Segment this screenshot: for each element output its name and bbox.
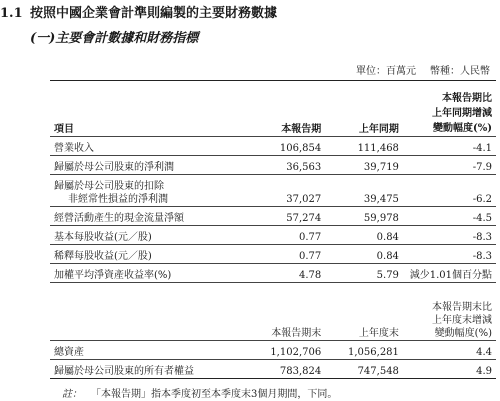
current-value: 37,027 — [244, 175, 326, 207]
financial-data-table — [50, 80, 496, 379]
current-value: 783,824 — [244, 360, 326, 379]
table-row — [50, 156, 496, 175]
prior-value: 0.84 — [325, 226, 403, 245]
table-row — [50, 341, 496, 360]
prior-value: 39,475 — [325, 175, 403, 207]
unit-note — [342, 62, 490, 77]
table-row — [50, 226, 496, 245]
section-title: 按照中國企業會計準則編製的主要財務數據 — [30, 6, 278, 21]
table-row — [50, 264, 496, 283]
row-label: 歸屬於母公司股東的所有者權益 — [50, 360, 244, 379]
table-row — [50, 137, 496, 156]
current-value: 106,854 — [244, 137, 326, 156]
header-prior-year-end: 上年度末 — [325, 283, 403, 341]
prior-value: 1,056,281 — [325, 341, 403, 360]
current-value: 57,274 — [244, 207, 326, 226]
currency-label: 幣種：人民幣 — [430, 66, 490, 77]
row-label: 歸屬於母公司股東的淨利潤 — [50, 156, 244, 175]
section-number: 1.1 — [0, 6, 23, 21]
header-period-end: 本報告期末 — [244, 283, 326, 341]
table-row — [50, 360, 496, 379]
current-value: 36,563 — [244, 156, 326, 175]
prior-value: 747,548 — [325, 360, 403, 379]
footnote-label: 註： — [62, 389, 82, 400]
change-value: 4.4 — [403, 341, 496, 360]
current-value: 1,102,706 — [244, 341, 326, 360]
row-label: 加權平均淨資產收益率(%) — [50, 264, 244, 283]
change-value: -8.3 — [403, 226, 496, 245]
prior-value: 5.79 — [325, 264, 403, 283]
section-heading — [0, 2, 277, 21]
prior-value: 0.84 — [325, 245, 403, 264]
header-change: 本報告期比 上年同期增減 變動幅度(%) — [403, 81, 496, 137]
table-row — [50, 207, 496, 226]
change-value: -4.1 — [403, 137, 496, 156]
row-label: 營業收入 — [50, 137, 244, 156]
unit-label: 單位：百萬元 — [356, 66, 416, 77]
prior-value: 111,468 — [325, 137, 403, 156]
change-value: 減少1.01個百分點 — [403, 264, 496, 283]
current-value: 0.77 — [244, 226, 326, 245]
header-current-period: 本報告期 — [244, 81, 326, 137]
row-label: 歸屬於母公司股東的扣除 非經常性損益的淨利潤 — [50, 175, 244, 207]
row-label: 基本每股收益(元／股) — [50, 226, 244, 245]
header-prior-period: 上年同期 — [325, 81, 403, 137]
footnote-text: 「本報告期」指本季度初至本季度末3個月期間，下同。 — [96, 389, 338, 400]
header-change-period-end: 本報告期末比 上年度末增減 變動幅度(%) — [403, 283, 496, 341]
prior-value: 39,719 — [325, 156, 403, 175]
change-value: -7.9 — [403, 156, 496, 175]
row-label: 稀釋每股收益(元／股) — [50, 245, 244, 264]
row-label: 總資產 — [50, 341, 244, 360]
footnote — [62, 385, 337, 400]
current-value: 0.77 — [244, 245, 326, 264]
current-value: 4.78 — [244, 264, 326, 283]
change-value: -4.5 — [403, 207, 496, 226]
header-item: 項目 — [50, 81, 244, 137]
change-value: 4.9 — [403, 360, 496, 379]
table-subheader-row — [50, 283, 496, 341]
prior-value: 59,978 — [325, 207, 403, 226]
table-row — [50, 175, 496, 207]
subsection-heading: (一)主要會計數據和財務指標 — [30, 31, 199, 46]
change-value: -6.2 — [403, 175, 496, 207]
change-value: -8.3 — [403, 245, 496, 264]
table-row — [50, 245, 496, 264]
table-header-row — [50, 81, 496, 137]
row-label: 經營活動產生的現金流量淨額 — [50, 207, 244, 226]
